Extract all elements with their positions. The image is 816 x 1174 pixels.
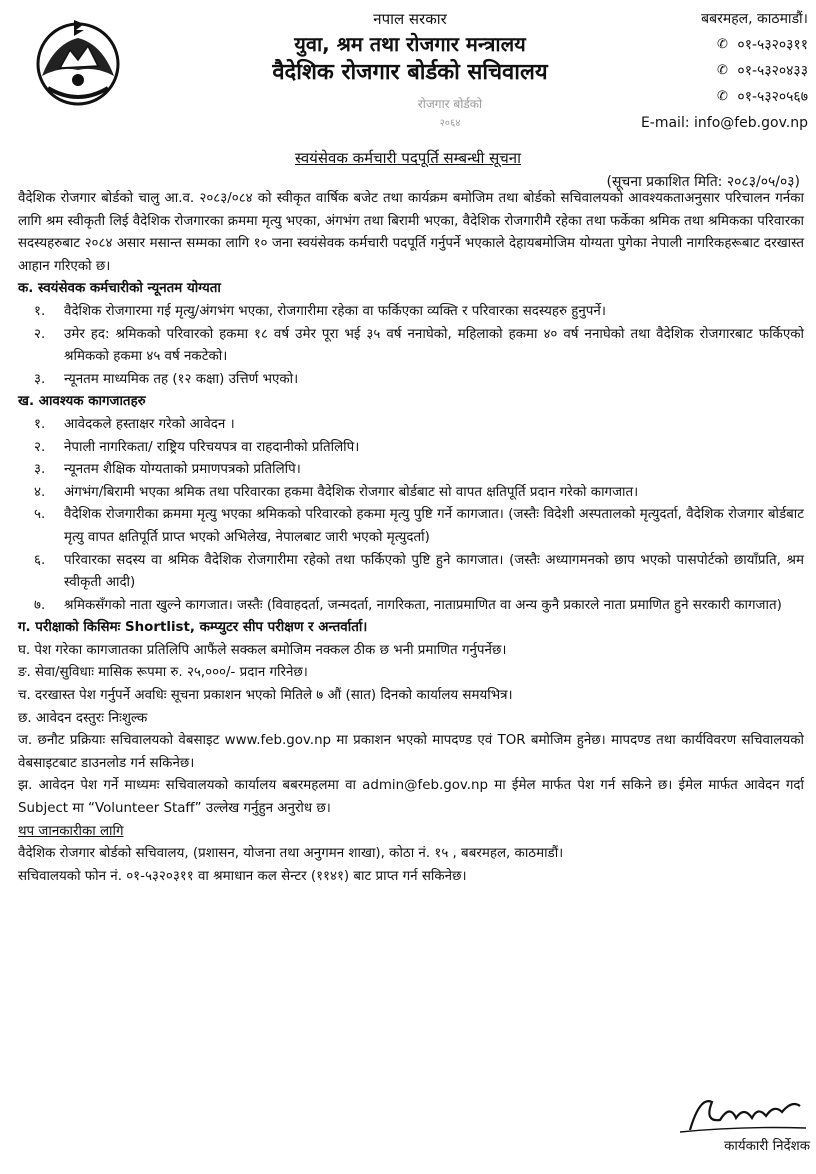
item-number: ३. <box>34 462 46 478</box>
secretariat-name: वैदेशिक रोजगार बोर्डको सचिवालय <box>272 60 548 85</box>
publication-date: (सूचना प्रकाशित मिति: २०८३/०५/०३) <box>606 174 800 190</box>
item-text: न्यूनतम शैक्षिक योग्यताको प्रमाणपत्रको प्रतिलिपि। <box>64 462 301 478</box>
list-item <box>18 550 804 595</box>
phone-row <box>608 32 808 58</box>
phone-number: ०१-५३२०५६७ <box>737 89 808 105</box>
contact-block <box>608 6 808 136</box>
email-row <box>608 110 808 136</box>
phone-row <box>608 58 808 84</box>
office-stamp <box>390 84 510 140</box>
item-text: उमेर हद: श्रमिकको परिवारको हकमा १८ वर्ष उमेर पूरा भई ३५ वर्ष ननाघेको, महिलाको हकमा ४० वर्ष ननाघेको तथा वैदेशिक रोजगारबाट फर्किएको श्रमिकको हकमा ४५ वर्ष नकटेको। <box>64 326 804 365</box>
item-text: अंगभंग/बिरामी भएका श्रमिक तथा परिवारका हकमा वैदेशिक रोजगार बोर्डबाट सो वापत क्षतिपूर्ति प्रदान गरेको कागजात। <box>64 484 639 500</box>
notice-body <box>18 188 804 888</box>
letterhead <box>200 8 620 88</box>
more-info-address: वैदेशिक रोजगार बोर्डको सचिवालय, (प्रशासन, योजना तथा अनुगमन शाखा), कोठा नं. १५ , बबरमहल, काठमाडौं। <box>18 846 564 862</box>
phone-row <box>608 84 808 110</box>
section-heading: क. स्वयंसेवक कर्मचारीको न्यूनतम योग्यता <box>18 281 221 297</box>
government-name: नपाल सरकार <box>373 10 447 28</box>
list-item <box>18 595 804 618</box>
more-info-heading: थप जानकारीका लागि <box>18 823 124 839</box>
nepal-government-emblem <box>30 14 126 110</box>
item-text: वैदेशिक रोजगारीका क्रममा मृत्यु भएका श्रमिकको परिवारको हकमा मृत्यु पुष्टि गर्ने कागजात। (जस्तैः विदेशी अस्पतालको मृत्युदर्ता, वैदेशिक रोजगार बोर्डबाट मृत्यु वापत क्षतिपूर्ति प्राप्त भएको अभिलेख, नेपालबाट जारी भएको मृत्युदर्ता) <box>64 507 804 545</box>
signatory-designation: कार्यकारी निर्देशक <box>724 1139 810 1154</box>
office-address: बबरमहल, काठमाडौं। <box>701 11 808 27</box>
deadline-note: च. दरखास्त पेश गर्नुपर्ने अवधिः सूचना प्रकाशन भएको मितिले ७ औं (सात) दिनको कार्यालय समयभित्र। <box>18 688 513 704</box>
item-number: १. <box>34 416 46 432</box>
certification-note: घ. पेश गरेका कागजातका प्रतिलिपि आफैंले सक्कल बमोजिम नक्कल ठीक छ भनी प्रमाणित गर्नुपर्नेछ। <box>18 642 507 658</box>
address-row <box>608 6 808 32</box>
notice-title: स्वयंसेवक कर्मचारी पदपूर्ति सम्बन्धी सूचना <box>294 149 522 167</box>
phone-icon: ✆ <box>716 89 728 104</box>
item-number: १. <box>34 303 46 319</box>
list-item <box>18 482 804 505</box>
item-number: ७. <box>34 597 46 613</box>
list-item <box>18 369 804 392</box>
submission-method: झ. आवेदन पेश गर्ने माध्यमः सचिवालयको कार्यालय बबरमहलमा वा admin@feb.gov.np मा ईमेल मार्फत पेश गर्न सकिने छ। ईमेल मार्फत आवेदन गर्दा Subject मा “Volunteer Staff” उल्लेख गर्नुहुन अनुरोध छ। <box>18 778 804 817</box>
intro-paragraph: वैदेशिक रोजगार बोर्डको चालु आ.व. २०८३/०८४ को स्वीकृत वार्षिक बजेट तथा कार्यक्रम बमोजिम तथा बोर्डको सचिवालयको आवश्यकताअनुसार परिचालन गर्नका लागि श्रम स्वीकृती लिई वैदेशिक रोजगारका क्रममा मृत्यु भएका, अंगभंग तथा बिरामी भएका, वैदेशिक रोजगारीमै रहेका तथा फर्केका श्रमिक तथा श्रमिकका परिवारका सदस्यहरुबाट २०८४ असार मसान्त सम्मका लागि १० जना स्वयंसेवक कर्मचारी पदपूर्ति गर्नुपर्ने भएकाले देहायबमोजिम योग्यता पुगेका नेपाली नागरिकहरूबाट दरखास्त आहान गरिएको छ। <box>18 191 804 274</box>
ministry-name: युवा, श्रम तथा रोजगार मन्त्रालय <box>294 32 526 56</box>
list-item <box>18 324 804 369</box>
item-text: न्यूनतम माध्यमिक तह (१२ कक्षा) उत्तिर्ण भएको। <box>64 371 299 387</box>
list-item <box>18 459 804 482</box>
item-number: ६. <box>34 552 46 568</box>
item-number: ३. <box>34 371 46 387</box>
exam-type: ग. परीक्षाको किसिमः Shortlist, कम्प्युटर सीप परीक्षण र अन्तर्वार्ता। <box>18 620 368 636</box>
item-number: ४. <box>34 484 46 500</box>
item-text: वैदेशिक रोजगारमा गई मृत्यु/अंगभंग भएका, रोजगारीमा रहेका वा फर्किएका व्यक्ति र परिवारका सदस्यहरु हुनुपर्ने। <box>64 303 606 319</box>
phone-number: ०१-५३२०३११ <box>737 37 808 53</box>
item-text: परिवारका सदस्य वा श्रमिक वैदेशिक रोजगारीमा रहेको तथा फर्किएको पुष्टि हुने कागजात। (जस्तैः अध्यागमनको छाप भएको पासपोर्टको छायाँप्रति, श्रम स्वीकृती आदी) <box>64 552 804 591</box>
salary-note: ङ. सेवा/सुविधाः मासिक रूपमा रु. २५,०००/- प्रदान गरिनेछ। <box>18 665 308 681</box>
list-item <box>18 301 804 324</box>
item-number: २. <box>34 439 46 455</box>
item-text: आवेदकले हस्ताक्षर गरेको आवेदन । <box>64 416 235 432</box>
more-info-phone: सचिवालयको फोन नं. ०१-५३२०३११ वा श्रमाधान कल सेन्टर (११४१) बाट प्राप्त गर्न सकिनेछ। <box>18 868 467 884</box>
signature <box>660 1092 810 1136</box>
phone-icon: ✆ <box>716 37 728 52</box>
list-item <box>18 504 804 549</box>
item-number: २. <box>34 326 46 342</box>
selection-process: ज. छनौट प्रक्रियाः सचिवालयको वेबसाइट www.feb.gov.np मा प्रकाशन भएको मापदण्ड एवं TOR बमोजिम हुनेछ। मापदण्ड तथा कार्यविवरण सचिवालयको वेबसाइटबाट डाउनलोड गर्न सकिनेछ। <box>18 733 804 771</box>
phone-number: ०१-५३२०४३३ <box>737 63 808 79</box>
item-text: श्रमिकसँगको नाता खुल्ने कागजात। जस्तैः (विवाहदर्ता, जन्मदर्ता, नागरिकता, नाताप्रमाणित वा अन्य कुनै प्रकारले नाता प्रमाणित हुने सरकारी कागजात) <box>64 597 782 613</box>
stamp-text: रोजगार बोर्डको <box>417 97 483 111</box>
fee-note: छ. आवेदन दस्तुरः निःशुल्क <box>18 710 148 726</box>
item-text: नेपाली नागरिकता/ राष्ट्रिय परिचयपत्र वा राहदानीको प्रतिलिपि। <box>64 439 360 455</box>
contact-email[interactable]: E-mail: info@feb.gov.np <box>640 115 808 131</box>
phone-icon: ✆ <box>716 63 728 78</box>
stamp-year: २०६४ <box>439 118 461 129</box>
list-item <box>18 414 804 437</box>
section-heading: ख. आवश्यक कागजातहरु <box>18 394 146 410</box>
item-number: ५. <box>34 507 46 523</box>
list-item <box>18 437 804 460</box>
